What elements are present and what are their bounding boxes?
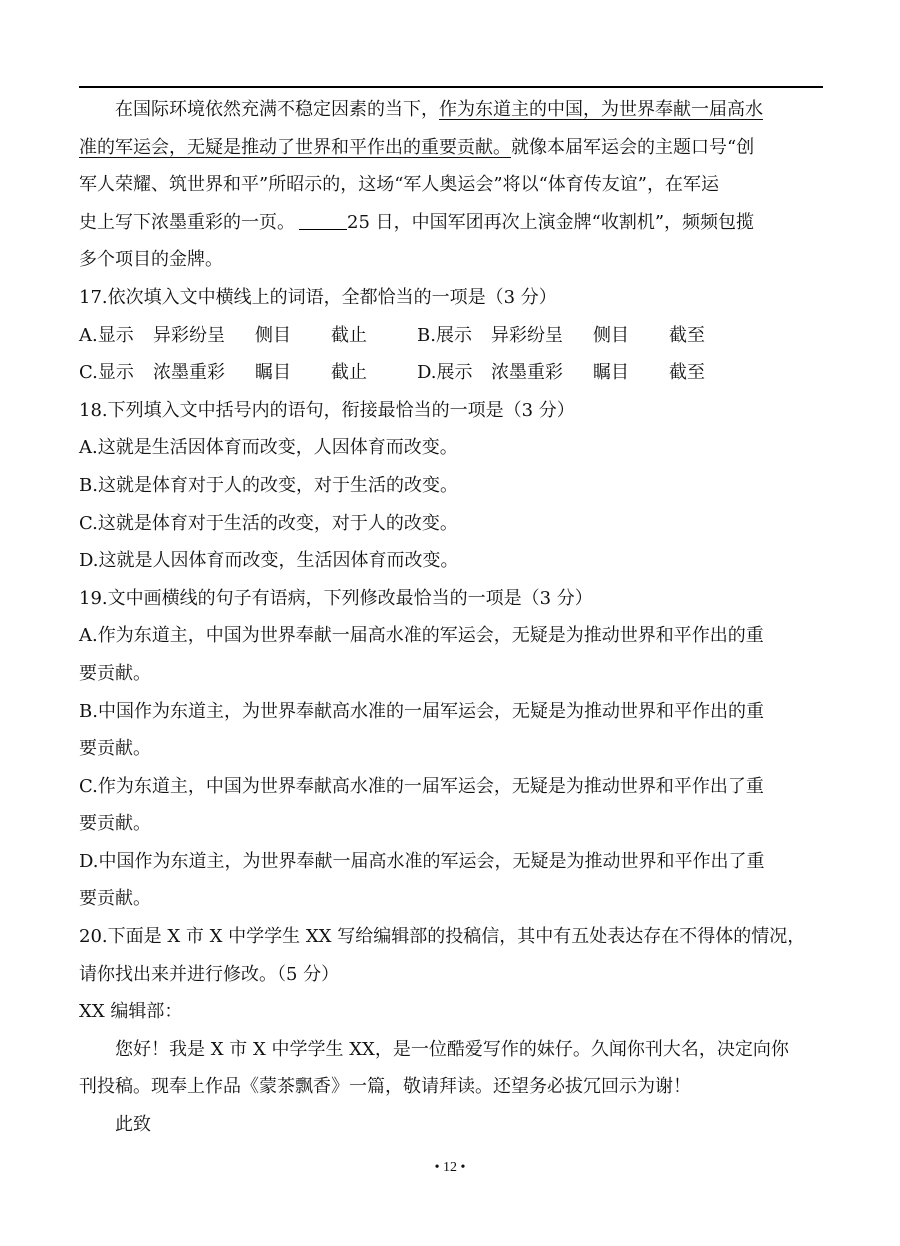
q19-option-d-cont: 要贡献。 [79, 888, 151, 910]
q17-option-a [79, 318, 417, 356]
q20-stem-cont: 请你找出来并进行修改。（5 分） [79, 963, 340, 985]
q17-option-c [79, 355, 417, 393]
page-number: • 12 • [434, 1160, 466, 1175]
q18-option-d: D.这就是人因体育而改变，生活因体育而改变。 [79, 550, 459, 572]
underlined-sentence: 作为东道主的中国，为世界奉献一届高水 [439, 99, 763, 120]
letter-salutation: XX 编辑部： [79, 1001, 183, 1023]
q19-option-c: C.作为东道主，中国为世界奉献高水准的一届军运会，无疑是为推动世界和平作出了重 [79, 775, 764, 797]
fill-blank [299, 209, 347, 230]
passage-text: 就像本届军运会的主题口号“创 [511, 136, 755, 158]
q19-option-d: D.中国作为东道主，为世界奉献一届高水准的军运会，无疑是为推动世界和平作出了重 [79, 850, 765, 872]
option-word: 瞩目 [255, 362, 291, 384]
passage-line-3: 军人荣耀、筑世界和平”所昭示的，这场“军人奥运会”将以“体育传友谊”，在军运 [79, 174, 720, 196]
q18-option-b: B.这就是体育对于人的改变，对于生活的改变。 [79, 474, 458, 496]
document-body [79, 92, 823, 1145]
top-rule [79, 86, 823, 88]
passage-line-2 [79, 130, 823, 168]
q19-option-c-cont: 要贡献。 [79, 813, 151, 835]
underlined-sentence: 准的军运会，无疑是推动了世界和平作出的重要贡献。 [79, 136, 511, 158]
option-word: C.显示 [79, 362, 134, 384]
q18-option-a: A.这就是生活因体育而改变，人因体育而改变。 [79, 437, 458, 459]
q19-option-a: A.作为东道主，中国为世界奉献一届高水准的军运会，无疑是为推动世界和平作出的重 [79, 625, 764, 647]
option-word: A.显示 [79, 324, 134, 346]
option-word: 浓墨重彩 [153, 362, 225, 384]
q19-option-a-cont: 要贡献。 [79, 662, 151, 684]
q17-options-ab [79, 318, 823, 356]
option-word: 异彩纷呈 [491, 324, 563, 346]
option-word: B.展示 [417, 324, 472, 346]
option-word: 浓墨重彩 [491, 362, 563, 384]
q17-stem: 17.依次填入文中横线上的词语，全都恰当的一项是（3 分） [79, 286, 557, 308]
q17-options-cd [79, 355, 823, 393]
passage-text: 25 日，中国军团再次上演金牌“收割机”，频频包揽 [347, 211, 755, 233]
option-word: D.展示 [417, 362, 473, 384]
option-word: 异彩纷呈 [153, 324, 225, 346]
q19-option-b-cont: 要贡献。 [79, 738, 151, 760]
passage-line-4 [79, 205, 823, 243]
q19-option-b: B.中国作为东道主，为世界奉献高水准的一届军运会，无疑是为推动世界和平作出的重 [79, 700, 764, 722]
passage-text: 史上写下浓墨重彩的一页。 [79, 211, 295, 233]
option-word: 截至 [669, 324, 705, 346]
option-word: 侧目 [255, 324, 291, 346]
letter-body-line-1: 您好！我是 X 市 X 中学学生 XX，是一位酷爱写作的妹仔。久闻你刊大名，决定向你 [115, 1038, 789, 1060]
q18-option-c: C.这就是体育对于生活的改变，对于人的改变。 [79, 512, 458, 534]
q17-option-d [417, 355, 749, 393]
option-word: 截止 [331, 324, 367, 346]
letter-body-line-2: 刊投稿。现奉上作品《蒙茶飘香》一篇，敬请拜读。还望务必拔冗回示为谢！ [79, 1076, 691, 1098]
passage-line-5: 多个项目的金牌。 [79, 249, 223, 271]
passage-text: 在国际环境依然充满不稳定因素的当下， [115, 99, 439, 120]
letter-closing: 此致 [115, 1114, 151, 1136]
q20-stem: 20.下面是 X 市 X 中学学生 XX 写给编辑部的投稿信，其中有五处表达存在不得体的情况， [79, 926, 806, 948]
option-word: 截止 [331, 362, 367, 384]
passage-line-1 [79, 92, 823, 130]
option-word: 截至 [669, 362, 705, 384]
q17-option-b [417, 318, 749, 356]
option-word: 侧目 [593, 324, 629, 346]
option-word: 瞩目 [593, 362, 629, 384]
q19-stem: 19.文中画横线的句子有语病，下列修改最恰当的一项是（3 分） [79, 587, 593, 609]
q18-stem: 18.下列填入文中括号内的语句，衔接最恰当的一项是（3 分） [79, 399, 575, 421]
